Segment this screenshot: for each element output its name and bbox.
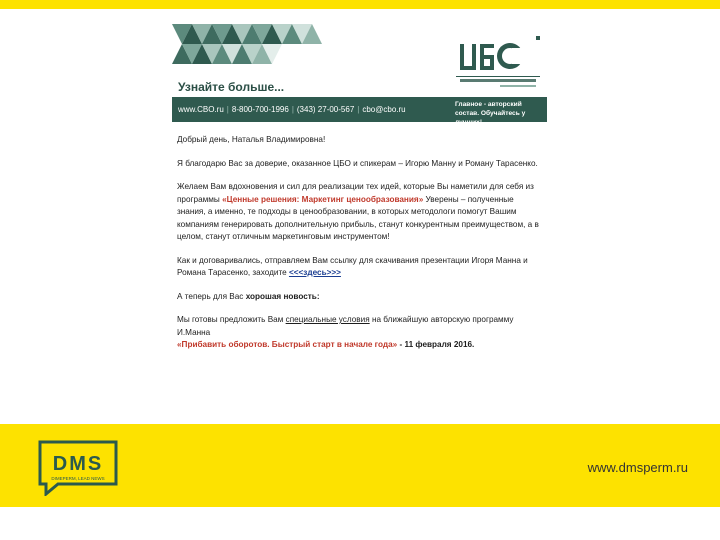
tagline: Главное - авторский состав. Обучайтесь у лучших! xyxy=(450,97,547,122)
special-conditions-link[interactable]: специальные условия xyxy=(285,315,370,324)
greeting: Добрый день, Наталья Владимировна! xyxy=(177,135,326,144)
contact-email-link[interactable]: cbo@cbo.ru xyxy=(362,105,406,114)
contact-website-link[interactable]: www.CBO.ru xyxy=(178,105,224,114)
paragraph-wishes xyxy=(177,181,539,244)
separator: | xyxy=(291,105,294,114)
triangle-pattern-icon xyxy=(172,24,322,64)
news-text: А теперь для Вас xyxy=(177,291,246,301)
program-name: «Ценные решения: Маркетинг ценообразования» xyxy=(222,194,424,204)
download-text: Как и договаривались, отправляем Вам ссылку для скачивания презентации Игоря Манна и Романа Тарасенко, заходите xyxy=(177,255,528,277)
event-date: - 11 февраля 2016. xyxy=(397,340,475,349)
paragraph-news xyxy=(177,291,539,304)
paragraph-thanks: Я благодарю Вас за доверие, оказанное ЦБО и спикерам – Игорю Манну и Роману Тарасенко. xyxy=(177,158,538,168)
footer-bar xyxy=(0,424,720,507)
contact-bar xyxy=(172,97,450,122)
email-screenshot xyxy=(172,24,547,424)
contact-phone-local: (343) 27-00-567 xyxy=(296,105,355,114)
paragraph-download xyxy=(177,255,539,280)
email-header xyxy=(172,24,547,126)
email-body xyxy=(177,134,539,363)
bottom-margin xyxy=(0,507,720,540)
wishes-text: Желаем Вам вдохновения и сил для реализации тех идей, которые Вы наметили для себя из программы xyxy=(177,182,534,204)
news-bold: хорошая новость: xyxy=(245,291,320,301)
email-headline: Узнайте больше... xyxy=(178,80,285,94)
separator: | xyxy=(226,105,229,114)
top-yellow-strip xyxy=(0,0,720,9)
website-url[interactable]: www.dmsperm.ru xyxy=(587,460,688,475)
dms-logo-text: DMS xyxy=(52,453,104,475)
offer-text-continued: на ближайшую авторскую программу И.Манна xyxy=(177,315,514,337)
cbo-logo-icon xyxy=(450,30,545,98)
contact-phone-free: 8-800-700-1996 xyxy=(231,105,289,114)
offer-text: Мы готовы предложить Вам xyxy=(177,315,286,324)
download-link[interactable]: <<<здесь>>> xyxy=(288,268,341,277)
event-title: «Прибавить оборотов. Быстрый старт в начале года» xyxy=(177,340,398,349)
paragraph-offer xyxy=(177,314,539,352)
separator: | xyxy=(357,105,360,114)
dms-logo-icon xyxy=(38,440,118,496)
wishes-text-continued: Уверены – полученные знания, а именно, те подходы в ценообразовании, в которых методологи помогут Вашим компаниям генерировать дополнительную прибыль, станут конкурентным преимуществом, а в целом, станут отличным маркетинговым инструментом! xyxy=(177,194,539,241)
dms-logo-subtext: DIMEPERM, LEAD NEWS xyxy=(51,476,105,481)
